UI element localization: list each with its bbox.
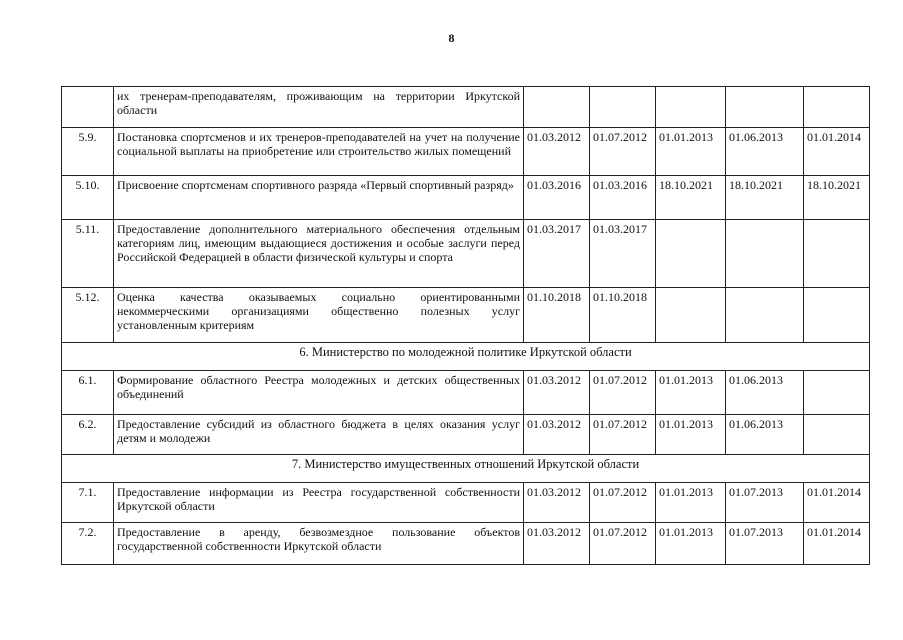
stage-date-3 bbox=[656, 288, 726, 343]
item-description: Предоставление информации из Реестра государственной собственности Иркутской области bbox=[114, 483, 524, 523]
item-description: Постановка спортсменов и их тренеров-преподавателей на учет на получение социальной выплаты на приобретение или строительство жилых помещений bbox=[114, 128, 524, 176]
item-number: 5.12. bbox=[62, 288, 114, 343]
stage-date-3: 01.01.2013 bbox=[656, 128, 726, 176]
services-table bbox=[61, 86, 870, 565]
stage-date-2 bbox=[590, 87, 656, 128]
stage-date-5: 01.01.2014 bbox=[804, 128, 870, 176]
stage-date-2: 01.07.2012 bbox=[590, 523, 656, 565]
item-number: 5.10. bbox=[62, 176, 114, 220]
table-row bbox=[62, 128, 870, 176]
table-row bbox=[62, 288, 870, 343]
item-description: Предоставление в аренду, безвозмездное пользование объектов государственной собственности Иркутской области bbox=[114, 523, 524, 565]
item-description: Присвоение спортсменам спортивного разряда «Первый спортивный разряд» bbox=[114, 176, 524, 220]
stage-date-5 bbox=[804, 87, 870, 128]
item-number: 5.11. bbox=[62, 220, 114, 288]
stage-date-4 bbox=[726, 87, 804, 128]
stage-date-4 bbox=[726, 288, 804, 343]
item-description: их тренерам-преподавателям, проживающим на территории Иркутской области bbox=[114, 87, 524, 128]
item-description: Формирование областного Реестра молодежных и детских общественных объединений bbox=[114, 371, 524, 415]
stage-date-5 bbox=[804, 220, 870, 288]
table-row bbox=[62, 415, 870, 455]
stage-date-4 bbox=[726, 220, 804, 288]
item-description: Предоставление субсидий из областного бюджета в целях оказания услуг детям и молодежи bbox=[114, 415, 524, 455]
stage-date-4: 01.06.2013 bbox=[726, 371, 804, 415]
stage-date-1 bbox=[524, 87, 590, 128]
stage-date-3: 01.01.2013 bbox=[656, 523, 726, 565]
stage-date-1: 01.03.2012 bbox=[524, 483, 590, 523]
item-number: 6.2. bbox=[62, 415, 114, 455]
section-title: 7. Министерство имущественных отношений Иркутской области bbox=[62, 455, 870, 483]
stage-date-5 bbox=[804, 415, 870, 455]
stage-date-3: 01.01.2013 bbox=[656, 415, 726, 455]
table-row bbox=[62, 483, 870, 523]
table-row bbox=[62, 523, 870, 565]
stage-date-4: 01.06.2013 bbox=[726, 415, 804, 455]
stage-date-1: 01.03.2012 bbox=[524, 415, 590, 455]
stage-date-5: 01.01.2014 bbox=[804, 483, 870, 523]
page-number: 8 bbox=[448, 31, 455, 45]
stage-date-5 bbox=[804, 288, 870, 343]
stage-date-3: 18.10.2021 bbox=[656, 176, 726, 220]
stage-date-2: 01.07.2012 bbox=[590, 371, 656, 415]
stage-date-5 bbox=[804, 371, 870, 415]
table-row bbox=[62, 371, 870, 415]
stage-date-5: 18.10.2021 bbox=[804, 176, 870, 220]
item-number: 7.2. bbox=[62, 523, 114, 565]
item-description: Оценка качества оказываемых социально ориентированными некоммерческими организациями общественно полезных услуг установленным критериям bbox=[114, 288, 524, 343]
table-row bbox=[62, 87, 870, 128]
table-row bbox=[62, 220, 870, 288]
stage-date-4: 01.07.2013 bbox=[726, 483, 804, 523]
stage-date-5: 01.01.2014 bbox=[804, 523, 870, 565]
stage-date-2: 01.10.2018 bbox=[590, 288, 656, 343]
section-header-row bbox=[62, 343, 870, 371]
stage-date-1: 01.10.2018 bbox=[524, 288, 590, 343]
item-number: 6.1. bbox=[62, 371, 114, 415]
stage-date-1: 01.03.2012 bbox=[524, 523, 590, 565]
section-header-row bbox=[62, 455, 870, 483]
item-number: 7.1. bbox=[62, 483, 114, 523]
stage-date-1: 01.03.2016 bbox=[524, 176, 590, 220]
item-description: Предоставление дополнительного материального обеспечения отдельным категориям лиц, имеющим выдающиеся достижения и особые заслуги перед Российской Федерацией в области физической культуры и спорта bbox=[114, 220, 524, 288]
stage-date-2: 01.07.2012 bbox=[590, 128, 656, 176]
stage-date-2: 01.07.2012 bbox=[590, 483, 656, 523]
stage-date-1: 01.03.2012 bbox=[524, 371, 590, 415]
stage-date-4: 01.06.2013 bbox=[726, 128, 804, 176]
stage-date-4: 18.10.2021 bbox=[726, 176, 804, 220]
stage-date-1: 01.03.2012 bbox=[524, 128, 590, 176]
stage-date-1: 01.03.2017 bbox=[524, 220, 590, 288]
table-row bbox=[62, 176, 870, 220]
stage-date-3 bbox=[656, 87, 726, 128]
stage-date-3: 01.01.2013 bbox=[656, 371, 726, 415]
stage-date-2: 01.03.2017 bbox=[590, 220, 656, 288]
stage-date-4: 01.07.2013 bbox=[726, 523, 804, 565]
stage-date-3 bbox=[656, 220, 726, 288]
item-number: 5.9. bbox=[62, 128, 114, 176]
stage-date-2: 01.07.2012 bbox=[590, 415, 656, 455]
section-title: 6. Министерство по молодежной политике Иркутской области bbox=[62, 343, 870, 371]
item-number bbox=[62, 87, 114, 128]
stage-date-2: 01.03.2016 bbox=[590, 176, 656, 220]
stage-date-3: 01.01.2013 bbox=[656, 483, 726, 523]
